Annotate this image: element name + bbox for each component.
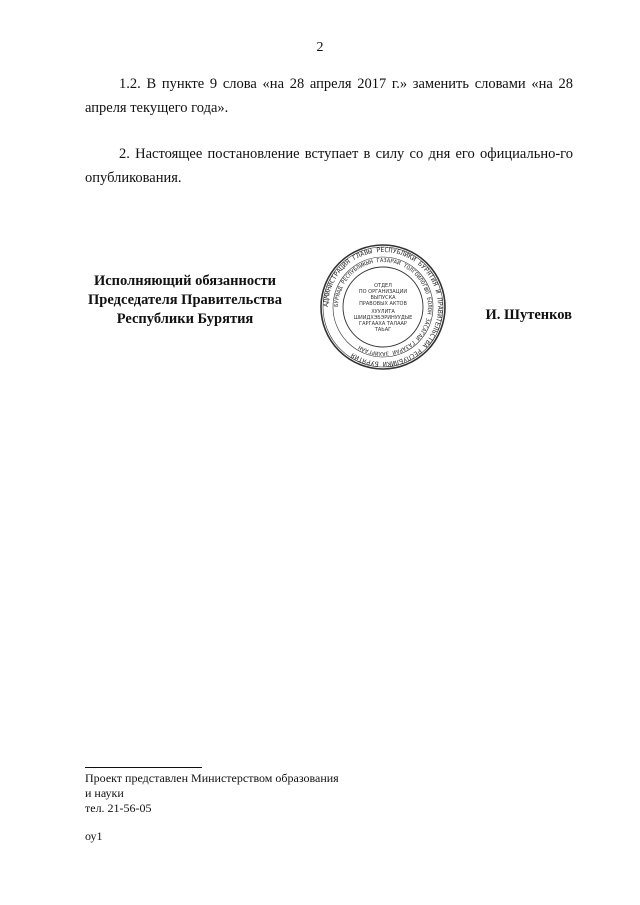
seal-inner-ring-text: БУРЯАД РЕСПУБЛИКЫН ГАЗАРАЙ ТОЛГОЙЛОГШО БОЛОН ЗАСАГАЙ ГАЗАРАЙ ЗАХИРГААН (333, 257, 433, 357)
paragraph-1-2 (85, 72, 573, 120)
footnote-divider (85, 767, 202, 768)
signatory-name: И. Шутенков (485, 307, 572, 323)
footnote-line: и науки (85, 786, 124, 800)
seal-outer-text (322, 246, 444, 368)
signatory-title-line: Исполняющий обязанности (93, 273, 277, 289)
seal-center-line: ПО ОРГАНИЗАЦИИ (358, 289, 408, 295)
seal-center-line: ТАЬАГ (374, 327, 392, 333)
seal-center-line: ВЫПУСКА (370, 295, 396, 301)
footnote-line: тел. 21-56-05 (85, 801, 152, 815)
document-code: оу1 (85, 829, 103, 843)
seal-center-line: ПРАВОВЫХ АКТОВ (359, 301, 407, 307)
signatory-title-line: Республики Бурятия (116, 311, 254, 327)
seal-center-line: ХУУЛИТА (371, 309, 395, 315)
paragraph-2 (85, 142, 573, 190)
seal-center-line: ШИИДХЭБЭРИНУУДЫЕ (353, 315, 413, 321)
footnote (85, 771, 339, 816)
seal-center-line: ОТДЕЛ (374, 283, 392, 289)
page-number: 2 (316, 40, 324, 55)
signatory-title (60, 272, 310, 329)
signatory-title-line: Председателя Правительства (88, 292, 282, 308)
paragraph-2-text: 2. Настоящее постановление вступает в силу со дня его официально-го опубликования. (85, 146, 573, 186)
seal-outer-ring-text: АДМИНИСТРАЦИЯ ГЛАВЫ РЕСПУБЛИКИ БУРЯТИЯ И ПРАВИТЕЛЬСТВА РЕСПУБЛИКИ БУРЯТИЯ (321, 245, 445, 369)
footnote-line: Проект представлен Министерством образования (85, 771, 339, 785)
official-seal-stamp (318, 242, 448, 372)
paragraph-1-2-text: 1.2. В пункте 9 слова «на 28 апреля 2017 г.» заменить словами «на 28 апреля текущего года». (85, 76, 573, 116)
seal-center-line: ГАРГААХА ТАЛААР (359, 321, 407, 327)
